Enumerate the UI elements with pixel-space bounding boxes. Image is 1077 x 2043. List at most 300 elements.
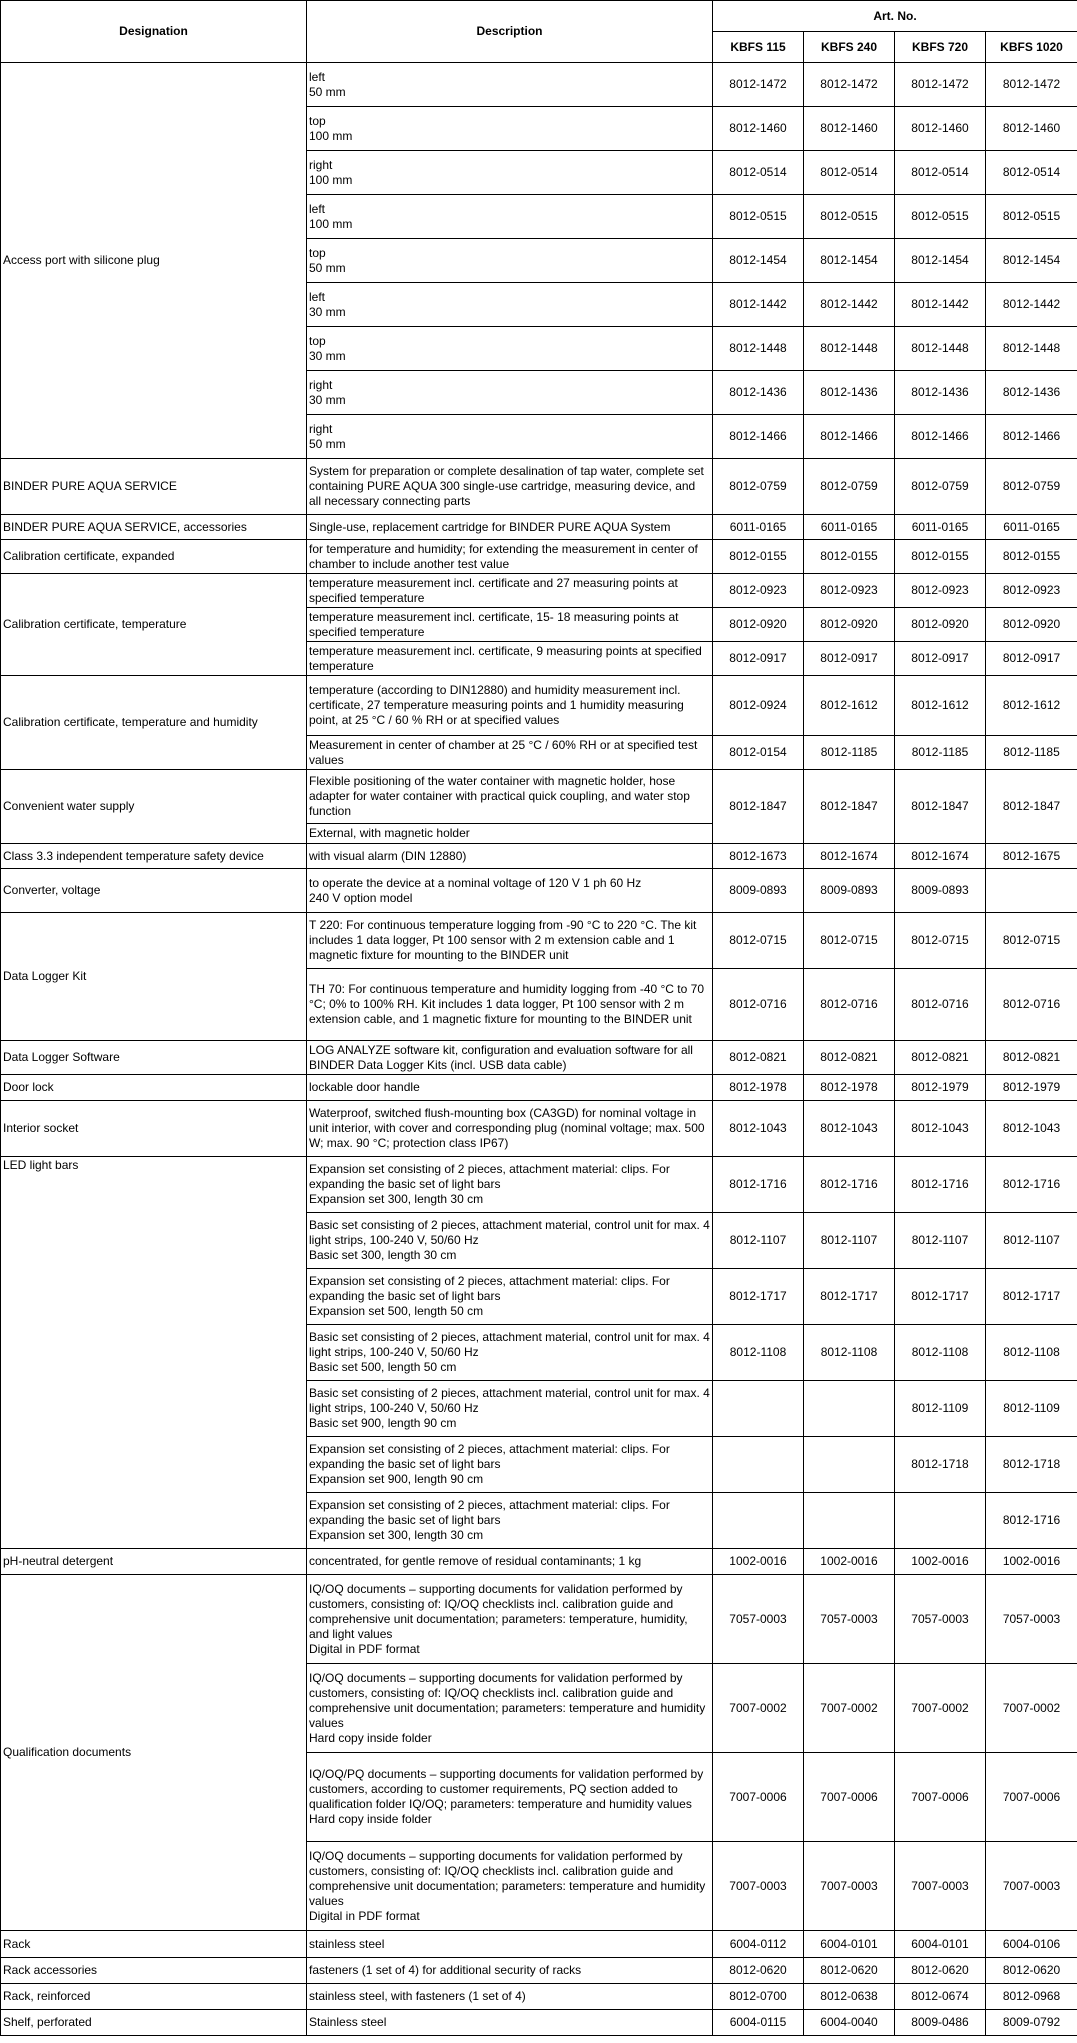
art-no-cell: 8012-0515 (895, 195, 986, 239)
table-row (1, 1075, 1077, 1101)
description-line: Expansion set 300, length 30 cm (309, 1192, 484, 1206)
art-no-cell: 8012-1108 (713, 1325, 804, 1381)
art-no-cell: 8012-0923 (986, 574, 1077, 608)
art-no-cell: 8012-0620 (804, 1958, 895, 1984)
art-no-cell: 8012-1043 (986, 1101, 1077, 1157)
description-line: 30 mm (309, 348, 346, 363)
designation-cell: Converter, voltage (1, 869, 307, 913)
art-no-cell: 8009-0893 (713, 869, 804, 913)
designation-cell: Access port with silicone plug (1, 63, 307, 459)
art-no-cell: 8012-1847 (895, 770, 986, 844)
art-no-cell: 8012-1108 (804, 1325, 895, 1381)
description-line: right (309, 157, 333, 172)
description-cell (307, 1549, 713, 1575)
description-cell (307, 1842, 713, 1931)
art-no-cell: 8012-0716 (895, 969, 986, 1041)
description-cell (307, 1101, 713, 1157)
description-cell (307, 824, 713, 844)
description-line: 30 mm (309, 392, 346, 407)
art-no-cell: 8012-1107 (895, 1213, 986, 1269)
art-no-cell: 8012-1107 (986, 1213, 1077, 1269)
description-line: stainless steel (309, 1936, 385, 1951)
description-cell (307, 195, 713, 239)
description-cell (307, 844, 713, 869)
art-no-cell (804, 1437, 895, 1493)
designation-header: Designation (1, 1, 307, 63)
description-line: right (309, 377, 333, 392)
art-no-cell: 8012-1979 (986, 1075, 1077, 1101)
description-header: Description (307, 1, 713, 63)
art-no-cell: 7007-0003 (713, 1842, 804, 1931)
description-line: top (309, 245, 326, 260)
art-no-cell: 8012-0821 (713, 1041, 804, 1075)
description-cell (307, 1157, 713, 1213)
art-no-cell: 8012-1472 (986, 63, 1077, 107)
description-cell (307, 1984, 713, 2010)
description-cell (307, 2010, 713, 2036)
art-no-cell: 6004-0112 (713, 1931, 804, 1958)
description-line: temperature measurement incl. certificate, 15- 18 measuring points at specified temperature (309, 609, 679, 639)
description-line: 30 mm (309, 304, 346, 319)
description-line: Expansion set 300, length 30 cm (309, 1528, 484, 1542)
description-cell (307, 515, 713, 540)
description-cell (307, 1575, 713, 1664)
art-no-cell: 8012-1716 (986, 1493, 1077, 1549)
table-row (1, 63, 1077, 107)
description-line: Expansion set consisting of 2 pieces, attachment material: clips. For expanding the basic set of light bars (309, 1274, 670, 1303)
art-no-cell: 8012-1442 (713, 283, 804, 327)
art-no-cell (713, 1493, 804, 1549)
description-cell (307, 770, 713, 824)
art-no-cell: 8012-1718 (986, 1437, 1077, 1493)
art-no-cell: 8009-0792 (986, 2010, 1077, 2036)
art-no-cell: 8012-1448 (804, 327, 895, 371)
art-no-cell: 8012-1466 (804, 415, 895, 459)
table-row (1, 869, 1077, 913)
art-no-cell: 8012-1043 (804, 1101, 895, 1157)
art-no-cell: 8012-1847 (986, 770, 1077, 844)
art-no-cell: 6011-0165 (986, 515, 1077, 540)
art-no-cell: 8012-1472 (895, 63, 986, 107)
art-no-cell: 8012-0620 (986, 1958, 1077, 1984)
art-no-cell: 8012-1847 (804, 770, 895, 844)
art-no-cell: 8012-0917 (895, 642, 986, 676)
art-no-cell: 8012-0715 (986, 913, 1077, 969)
description-line: left (309, 289, 326, 304)
art-no-cell: 8012-0920 (713, 608, 804, 642)
description-line: Basic set 500, length 50 cm (309, 1360, 457, 1374)
description-cell (307, 869, 713, 913)
art-no-cell: 8012-1185 (986, 736, 1077, 770)
description-line: IQ/OQ documents – supporting documents for validation performed by customers, consisting of: IQ/OQ checklists incl. calibration guide and comprehensive unit documentation; parameters: temperature and humidity values (309, 1848, 706, 1908)
designation-cell: Door lock (1, 1075, 307, 1101)
art-no-cell: 8012-0920 (804, 608, 895, 642)
description-cell (307, 107, 713, 151)
art-no-cell: 8012-0700 (713, 1984, 804, 2010)
art-no-cell (986, 869, 1077, 913)
art-no-cell: 8012-1675 (986, 844, 1077, 869)
description-line: Expansion set consisting of 2 pieces, attachment material: clips. For expanding the basic set of light bars (309, 1442, 670, 1471)
description-line: Basic set consisting of 2 pieces, attachment material, control unit for max. 4 light strips, 100-240 V, 50/60 Hz (309, 1330, 710, 1359)
description-line: top (309, 113, 326, 128)
art-no-cell: 6004-0101 (895, 1931, 986, 1958)
description-line: System for preparation or complete desalination of tap water, complete set containing PURE AQUA 300 single-use cartridge, measuring device, and all necessary connecting parts (309, 464, 704, 508)
description-line: Stainless steel (309, 2015, 387, 2029)
art-no-cell: 8009-0893 (804, 869, 895, 913)
table-row (1, 1041, 1077, 1075)
art-no-cell: 8012-1716 (895, 1157, 986, 1213)
designation-cell: Calibration certificate, expanded (1, 540, 307, 574)
art-no-cell: 8012-0155 (713, 540, 804, 574)
description-line: Waterproof, switched flush-mounting box (CA3GD) for nominal voltage in unit interior, with cover and corresponding plug (nominal voltage; max. 500 W; max. 90 °C; protection class IP67) (309, 1106, 705, 1150)
description-line: fasteners (1 set of 4) for additional security of racks (309, 1963, 582, 1977)
description-cell (307, 1931, 713, 1958)
art-no-cell: 8012-0821 (895, 1041, 986, 1075)
art-no-cell: 8012-1448 (713, 327, 804, 371)
description-cell (307, 969, 713, 1041)
art-no-cell: 8012-0514 (804, 151, 895, 195)
description-line: right (309, 421, 333, 436)
art-no-cell: 6004-0115 (713, 2010, 804, 2036)
description-cell (307, 1213, 713, 1269)
art-no-cell: 8012-1466 (713, 415, 804, 459)
description-line: LOG ANALYZE software kit, configuration and evaluation software for all BINDER Data Logger Kits (incl. USB data cable) (309, 1042, 693, 1072)
designation-cell: Rack accessories (1, 1958, 307, 1984)
art-no-cell: 8012-0620 (895, 1958, 986, 1984)
description-cell (307, 676, 713, 736)
description-line: 50 mm (309, 260, 346, 275)
art-no-cell: 8012-1108 (986, 1325, 1077, 1381)
art-no-cell: 8012-1717 (895, 1269, 986, 1325)
art-no-cell: 8012-1716 (713, 1157, 804, 1213)
art-no-cell: 8012-0674 (895, 1984, 986, 2010)
table-row (1, 1984, 1077, 2010)
art-no-cell: 8012-0759 (804, 459, 895, 515)
art-no-cell: 8012-1436 (986, 371, 1077, 415)
art-no-cell: 8012-1454 (713, 239, 804, 283)
description-line: Measurement in center of chamber at 25 °C / 60% RH or at specified test values (309, 737, 698, 767)
art-no-cell: 8012-0917 (804, 642, 895, 676)
art-no-cell: 1002-0016 (804, 1549, 895, 1575)
description-cell (307, 736, 713, 770)
description-line: top (309, 333, 326, 348)
model-header: KBFS 115 (713, 32, 804, 63)
description-line: temperature measurement incl. certificate, 9 measuring points at specified temperature (309, 643, 702, 673)
designation-cell: Calibration certificate, temperature (1, 574, 307, 676)
designation-cell: Calibration certificate, temperature and humidity (1, 676, 307, 770)
art-no-cell: 1002-0016 (713, 1549, 804, 1575)
art-no-cell: 1002-0016 (895, 1549, 986, 1575)
art-no-cell: 8012-1979 (895, 1075, 986, 1101)
description-line: Flexible positioning of the water container with magnetic holder, hose adapter for water container with practical quick coupling, and water stop function (309, 774, 690, 818)
art-no-cell (713, 1437, 804, 1493)
table-row (1, 574, 1077, 608)
art-no-cell: 8012-1436 (713, 371, 804, 415)
art-no-cell: 8012-1717 (804, 1269, 895, 1325)
art-no-cell: 8009-0893 (895, 869, 986, 913)
art-no-cell: 8012-0514 (895, 151, 986, 195)
table-row (1, 2010, 1077, 2036)
art-no-cell: 8012-1847 (713, 770, 804, 844)
art-no-cell (804, 1381, 895, 1437)
art-no-cell: 7057-0003 (895, 1575, 986, 1664)
art-no-cell: 8012-0515 (713, 195, 804, 239)
description-line: Hard copy inside folder (309, 1812, 432, 1826)
art-no-cell: 7007-0003 (804, 1842, 895, 1931)
description-line: Single-use, replacement cartridge for BINDER PURE AQUA System (309, 519, 671, 534)
table-row (1, 1575, 1077, 1664)
description-line: Basic set consisting of 2 pieces, attachment material, control unit for max. 4 light strips, 100-240 V, 50/60 Hz (309, 1386, 710, 1415)
art-no-cell: 8012-1454 (986, 239, 1077, 283)
description-cell (307, 1075, 713, 1101)
table-row (1, 1549, 1077, 1575)
description-line: Expansion set consisting of 2 pieces, attachment material: clips. For expanding the basic set of light bars (309, 1162, 670, 1191)
art-no-cell: 6011-0165 (895, 515, 986, 540)
art-no-cell: 8012-0759 (986, 459, 1077, 515)
art-no-cell: 8012-1108 (895, 1325, 986, 1381)
art-no-cell: 7007-0006 (713, 1753, 804, 1842)
art-no-cell: 8012-1442 (986, 283, 1077, 327)
description-cell (307, 608, 713, 642)
description-cell (307, 415, 713, 459)
art-no-cell: 8012-0923 (804, 574, 895, 608)
art-no-cell: 7007-0006 (986, 1753, 1077, 1842)
description-line: TH 70: For continuous temperature and humidity logging from -40 °C to 70 °C; 0% to 100% RH. Kit includes 1 data logger, Pt 100 sensor with 2 m extension cable, and 1 magnetic fixture for mounting to the BINDER unit (309, 982, 704, 1026)
description-line: Expansion set consisting of 2 pieces, attachment material: clips. For expanding the basic set of light bars (309, 1498, 670, 1527)
description-line: IQ/OQ documents – supporting documents for validation performed by customers, consisting of: IQ/OQ checklists incl. calibration guide and comprehensive unit documentation; parameters: temperature and humidity values (309, 1670, 706, 1730)
art-no-cell: 7007-0002 (895, 1664, 986, 1753)
art-no-cell: 8012-1043 (895, 1101, 986, 1157)
art-no-cell: 8012-0515 (804, 195, 895, 239)
art-no-cell: 8012-0923 (895, 574, 986, 608)
art-no-cell: 8012-0155 (895, 540, 986, 574)
description-line: Basic set 900, length 90 cm (309, 1416, 457, 1430)
designation-cell: BINDER PURE AQUA SERVICE (1, 459, 307, 515)
description-cell (307, 540, 713, 574)
designation-cell: BINDER PURE AQUA SERVICE, accessories (1, 515, 307, 540)
art-no-cell: 6004-0106 (986, 1931, 1077, 1958)
art-no-cell: 7007-0003 (986, 1842, 1077, 1931)
designation-cell: Qualification documents (1, 1575, 307, 1931)
designation-cell: pH-neutral detergent (1, 1549, 307, 1575)
art-no-cell: 7007-0006 (804, 1753, 895, 1842)
art-no-cell: 8012-0515 (986, 195, 1077, 239)
art-no-cell: 8012-1466 (986, 415, 1077, 459)
art-no-cell: 8012-0924 (713, 676, 804, 736)
description-cell (307, 151, 713, 195)
art-no-cell: 8012-0920 (895, 608, 986, 642)
designation-cell: Interior socket (1, 1101, 307, 1157)
designation-cell: Rack, reinforced (1, 1984, 307, 2010)
art-no-cell: 8012-1674 (895, 844, 986, 869)
description-line: 100 mm (309, 216, 353, 231)
table-row (1, 676, 1077, 736)
description-cell (307, 1381, 713, 1437)
table-row (1, 1101, 1077, 1157)
table-row (1, 1958, 1077, 1984)
art-no-cell: 1002-0016 (986, 1549, 1077, 1575)
model-header: KBFS 720 (895, 32, 986, 63)
description-line: Digital in PDF format (309, 1641, 420, 1656)
art-no-cell: 8012-1436 (895, 371, 986, 415)
description-line: concentrated, for gentle remove of residual contaminants; 1 kg (309, 1554, 642, 1568)
art-no-cell: 8012-1612 (986, 676, 1077, 736)
art-no-cell: 8012-1454 (804, 239, 895, 283)
art-no-cell: 8012-0638 (804, 1984, 895, 2010)
art-no-cell: 8012-1612 (895, 676, 986, 736)
designation-cell: Rack (1, 1931, 307, 1958)
designation-cell: Data Logger Software (1, 1041, 307, 1075)
art-no-cell: 8012-0821 (804, 1041, 895, 1075)
art-no-cell: 8012-1716 (986, 1157, 1077, 1213)
art-no-header: Art. No. (713, 1, 1077, 32)
art-no-cell: 8012-0923 (713, 574, 804, 608)
art-no-cell: 8012-1185 (895, 736, 986, 770)
designation-cell: LED light bars (1, 1157, 307, 1549)
description-cell (307, 1325, 713, 1381)
designation-cell: Data Logger Kit (1, 913, 307, 1041)
art-no-cell: 8012-1673 (713, 844, 804, 869)
description-cell (307, 1493, 713, 1549)
table-row (1, 459, 1077, 515)
art-no-cell: 7007-0003 (895, 1842, 986, 1931)
description-cell (307, 63, 713, 107)
description-cell (307, 1269, 713, 1325)
art-no-cell: 8012-1442 (804, 283, 895, 327)
art-no-cell: 7057-0003 (986, 1575, 1077, 1664)
art-no-cell: 7007-0002 (804, 1664, 895, 1753)
art-no-cell (713, 1381, 804, 1437)
description-cell (307, 1041, 713, 1075)
description-cell (307, 913, 713, 969)
description-line: 100 mm (309, 128, 353, 143)
description-line: 50 mm (309, 436, 346, 451)
art-no-cell (895, 1493, 986, 1549)
description-line: with visual alarm (DIN 12880) (309, 848, 467, 863)
description-cell (307, 1437, 713, 1493)
description-cell (307, 327, 713, 371)
art-no-cell: 8009-0486 (895, 2010, 986, 2036)
art-no-cell: 8012-1978 (804, 1075, 895, 1101)
art-no-cell: 7057-0003 (804, 1575, 895, 1664)
art-no-cell: 8012-0716 (986, 969, 1077, 1041)
art-no-cell: 8012-1107 (713, 1213, 804, 1269)
description-line: 240 V option model (309, 890, 413, 905)
description-line: for temperature and humidity; for extending the measurement in center of chamber to include another test value (309, 541, 698, 571)
table-row (1, 1931, 1077, 1958)
art-no-cell: 8012-0155 (804, 540, 895, 574)
art-no-cell: 8012-1442 (895, 283, 986, 327)
art-no-cell (804, 1493, 895, 1549)
description-line: temperature (according to DIN12880) and humidity measurement incl. certificate, 27 temperature measuring points and 1 humidity measuring point, at 25 °C / 60 % RH or at specified values (309, 683, 684, 727)
art-no-cell: 8012-0917 (986, 642, 1077, 676)
model-header: KBFS 240 (804, 32, 895, 63)
description-cell (307, 371, 713, 415)
art-no-cell: 6004-0040 (804, 2010, 895, 2036)
art-no-cell: 8012-1717 (713, 1269, 804, 1325)
art-no-cell: 8012-1716 (804, 1157, 895, 1213)
art-no-cell: 8012-1460 (986, 107, 1077, 151)
description-line: stainless steel, with fasteners (1 set of 4) (309, 1989, 526, 2003)
description-cell (307, 1958, 713, 1984)
art-no-cell: 8012-1448 (986, 327, 1077, 371)
art-no-cell: 8012-0715 (713, 913, 804, 969)
table-row (1, 844, 1077, 869)
art-no-cell: 8012-0759 (895, 459, 986, 515)
art-no-cell: 8012-1460 (713, 107, 804, 151)
description-cell (307, 1753, 713, 1842)
description-line: 100 mm (309, 172, 353, 187)
art-no-cell: 8012-1978 (713, 1075, 804, 1101)
art-no-cell: 8012-0715 (895, 913, 986, 969)
art-no-cell: 8012-1466 (895, 415, 986, 459)
art-no-cell: 8012-1612 (804, 676, 895, 736)
art-no-cell: 8012-1185 (804, 736, 895, 770)
art-no-cell: 8012-0716 (804, 969, 895, 1041)
description-cell (307, 459, 713, 515)
art-no-cell: 6011-0165 (804, 515, 895, 540)
art-no-cell: 8012-0716 (713, 969, 804, 1041)
description-cell (307, 574, 713, 608)
description-line: to operate the device at a nominal voltage of 120 V 1 ph 60 Hz (309, 875, 642, 890)
art-no-cell: 8012-0514 (713, 151, 804, 195)
description-cell (307, 283, 713, 327)
art-no-cell: 8012-1674 (804, 844, 895, 869)
table-row (1, 540, 1077, 574)
designation-cell: Convenient water supply (1, 770, 307, 844)
description-cell (307, 1664, 713, 1753)
art-no-cell: 6004-0101 (804, 1931, 895, 1958)
art-no-cell: 8012-0154 (713, 736, 804, 770)
description-line: IQ/OQ/PQ documents – supporting documents for validation performed by customers, according to customer requirements, PQ section added to qualification folder IQ/OQ; parameters: temperature and humidity values (309, 1767, 704, 1811)
art-no-cell: 8012-0920 (986, 608, 1077, 642)
art-no-cell: 8012-0620 (713, 1958, 804, 1984)
art-no-cell: 8012-1107 (804, 1213, 895, 1269)
art-no-cell: 8012-1460 (804, 107, 895, 151)
table-row (1, 770, 1077, 824)
designation-cell: Shelf, perforated (1, 2010, 307, 2036)
description-line: Expansion set 500, length 50 cm (309, 1304, 484, 1318)
art-no-cell: 8012-0968 (986, 1984, 1077, 2010)
description-line: 50 mm (309, 84, 346, 99)
art-no-cell: 8012-1109 (895, 1381, 986, 1437)
art-no-cell: 8012-1436 (804, 371, 895, 415)
description-line: T 220: For continuous temperature logging from -90 °C to 220 °C. The kit includes 1 data logger, Pt 100 sensor with 2 m extension cable and 1 magnetic fixture for mounting to the BINDER unit (309, 918, 697, 962)
description-cell (307, 642, 713, 676)
model-header: KBFS 1020 (986, 32, 1077, 63)
art-no-cell: 8012-1043 (713, 1101, 804, 1157)
art-no-cell: 8012-0514 (986, 151, 1077, 195)
art-no-cell: 7007-0002 (713, 1664, 804, 1753)
description-line: Digital in PDF format (309, 1908, 420, 1923)
art-no-cell: 8012-0821 (986, 1041, 1077, 1075)
art-no-cell: 8012-1718 (895, 1437, 986, 1493)
art-no-cell: 8012-1448 (895, 327, 986, 371)
table-body (1, 63, 1077, 2036)
description-line: IQ/OQ documents – supporting documents for validation performed by customers, consisting of: IQ/OQ checklists incl. calibration guide and comprehensive unit documentation; parameters: temperature, humidity, and light values (309, 1581, 688, 1641)
designation-cell: Class 3.3 independent temperature safety device (1, 844, 307, 869)
table-row (1, 515, 1077, 540)
art-no-cell: 8012-1717 (986, 1269, 1077, 1325)
art-no-cell: 8012-1460 (895, 107, 986, 151)
art-no-cell: 6011-0165 (713, 515, 804, 540)
art-no-cell: 8012-1454 (895, 239, 986, 283)
table-row (1, 1157, 1077, 1213)
art-no-cell: 8012-1109 (986, 1381, 1077, 1437)
description-cell (307, 239, 713, 283)
art-no-cell: 8012-1472 (713, 63, 804, 107)
art-no-cell: 7007-0006 (895, 1753, 986, 1842)
